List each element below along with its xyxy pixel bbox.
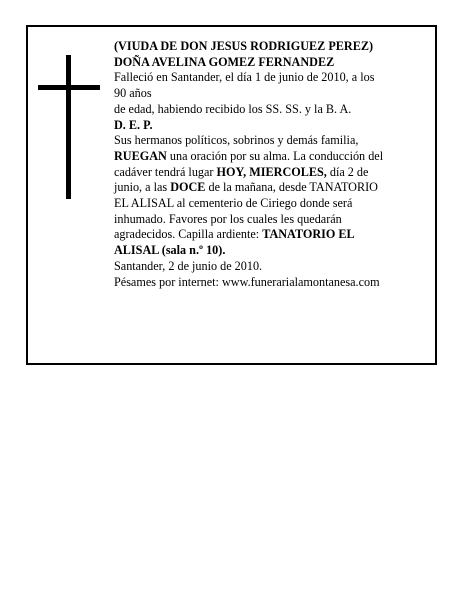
family-line-4-b: de la mañana, desde TANATORIO (205, 180, 378, 195)
obituary-notice (26, 25, 437, 365)
family-line-6: inhumado. Favores por los cuales les quedarán (114, 211, 342, 226)
day-text: HOY, MIERCOLES, (216, 164, 327, 179)
family-line-3 (114, 165, 424, 181)
family-line-3-b: día 2 de (326, 164, 369, 179)
notice-text (114, 39, 424, 290)
condolences-line: Pésames por internet: www.funerarialamontanesa.com (114, 274, 380, 289)
death-line-2: 90 años (114, 86, 152, 101)
widow-heading: (VIUDA DE DON JESUS RODRIGUEZ PEREZ) (114, 39, 374, 53)
family-line-7 (114, 227, 424, 243)
chapel-text-2: ALISAL (sala n.º 10). (114, 243, 226, 258)
family-line-4 (114, 180, 424, 196)
sacraments-line: de edad, habiendo recibido los SS. SS. y la B. A. (114, 101, 352, 116)
dep-line: D. E. P. (114, 117, 153, 132)
cross-horizontal-bar (38, 85, 100, 90)
ruegan-text: RUEGAN (114, 148, 167, 163)
family-line-7-a: agradecidos. Capilla ardiente: (114, 227, 263, 242)
family-line-2 (114, 149, 424, 165)
chapel-text-1: TANATORIO EL (262, 227, 355, 242)
hour-text: DOCE (170, 180, 206, 195)
family-line-5: EL ALISAL al cementerio de Ciriego donde será (114, 196, 353, 211)
family-line-1: Sus hermanos políticos, sobrinos y demás familia, (114, 133, 359, 148)
deceased-name: DOÑA AVELINA GOMEZ FERNANDEZ (114, 54, 335, 69)
family-line-3-a: cadáver tendrá lugar (114, 164, 217, 179)
family-line-2-rest: una oración por su alma. La conducción del (166, 148, 384, 163)
cross-vertical-bar (66, 55, 71, 199)
cross-icon (38, 55, 100, 199)
family-line-4-a: junio, a las (114, 180, 171, 195)
place-date-line: Santander, 2 de junio de 2010. (114, 258, 263, 273)
death-line-1: Falleció en Santander, el día 1 de junio de 2010, a los (114, 70, 375, 85)
